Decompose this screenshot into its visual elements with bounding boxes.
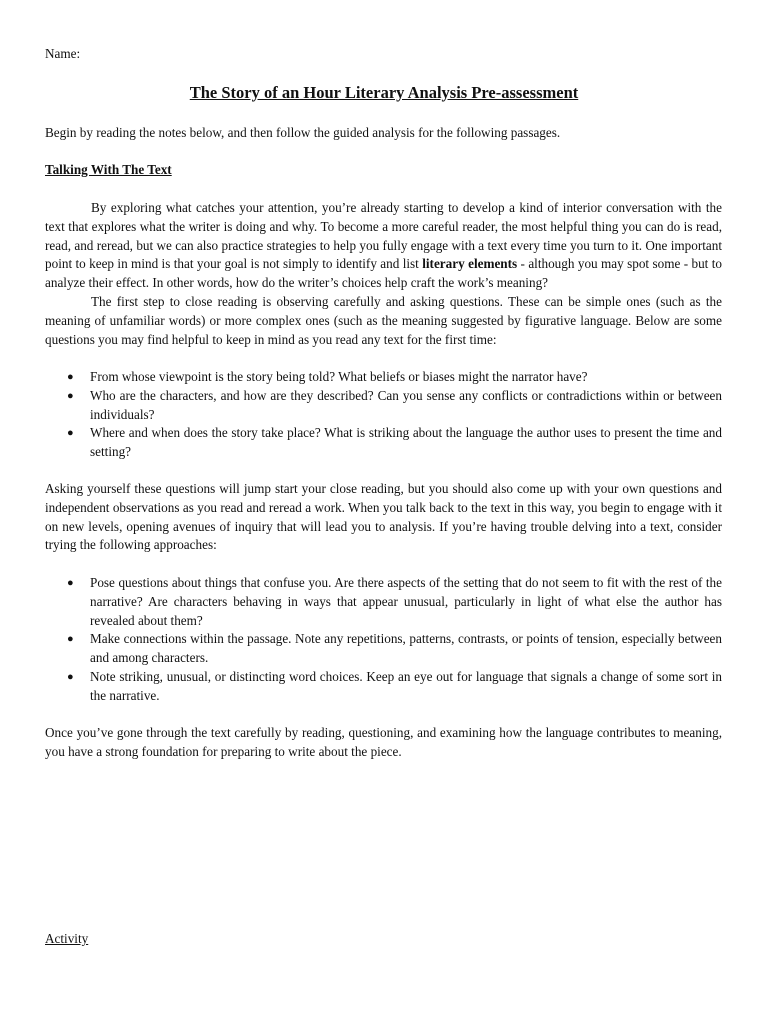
paragraph-1-text-start: By exploring what catches your attention, you’re already starting to develop a kind of interior conversation with the text that explores what the writer is doing and why. To become a more careful reader, the most helpful thing you can do is read, read, and reread, but we can also practice strategies to help you fully engage with a text every time you turn to it. One important point to keep in mind is that your goal is not simply to identify and list xyxy=(45,200,722,272)
intro-paragraph: Begin by reading the notes below, and then follow the guided analysis for the following passages. xyxy=(45,125,561,140)
bullet-icon: ● xyxy=(67,577,74,589)
list-item xyxy=(45,668,722,706)
paragraph-2: The first step to close reading is observing carefully and asking questions. These can be simple ones (such as the meaning of unfamiliar words) or more complex ones (such as the meaning suggested by figurative language. Below are some questions you may find helpful to keep in mind as you read any text for the first time: xyxy=(45,294,722,347)
list-item-text: Note striking, unusual, or distincting word choices. Keep an eye out for language that signals a change of some sort in the narrative. xyxy=(90,668,722,703)
bullet-icon: ● xyxy=(67,633,74,646)
bullet-icon: ● xyxy=(67,670,74,683)
list-item-text: Pose questions about things that confuse you. Are there aspects of the setting that do not seem to fit with the rest of the narrative? Are characters behaving in ways that appear unusual, particularly in light of what else the author has revealed about them? xyxy=(90,575,722,628)
list-item-text: Where and when does the story take place? What is striking about the language the author uses to present the time and setting? xyxy=(90,425,722,460)
paragraph-4: Once you’ve gone through the text carefully by reading, questioning, and examining how the language contributes to meaning, you have a strong foundation for preparing to write about the piece. xyxy=(45,725,722,759)
section-heading: Talking With The Text xyxy=(45,162,172,177)
approaches-list xyxy=(45,574,722,706)
list-item xyxy=(45,387,722,425)
questions-list xyxy=(45,368,722,462)
list-item xyxy=(45,630,722,668)
bullet-icon: ● xyxy=(67,371,74,383)
literary-elements-term: literary elements xyxy=(422,256,518,272)
paragraph-1-text-end: - although you may spot some - but to analyze their effect. In other words, how do the writer’s choices help craft the work’s meaning? xyxy=(45,256,722,291)
activity-heading: Activity xyxy=(45,931,89,946)
list-item xyxy=(45,424,722,462)
document-title: The Story of an Hour Literary Analysis Pre-assessment xyxy=(189,83,579,102)
list-item-text: From whose viewpoint is the story being told? What beliefs or biases might the narrator have? xyxy=(90,369,588,384)
paragraph-3: Asking yourself these questions will jump start your close reading, but you should also come up with your own questions and independent observations as you read and reread a work. When you talk back to the text in this way, you begin to engage with it on new levels, opening avenues of inquiry that will lead you to analysis. If you’re having trouble delving into a text, consider trying the following approaches: xyxy=(45,481,722,553)
list-item-text: Who are the characters, and how are they described? Can you sense any conflicts or contradictions within or between individuals? xyxy=(90,387,722,422)
list-item-text: Make connections within the passage. Note any repetitions, patterns, contrasts, or points of tension, especially between and among characters. xyxy=(90,631,722,666)
list-item xyxy=(45,574,722,630)
bullet-icon: ● xyxy=(67,427,74,440)
name-label: Name: xyxy=(45,46,81,61)
bullet-icon: ● xyxy=(67,389,74,402)
list-item xyxy=(45,368,722,387)
paragraph-1 xyxy=(45,199,722,293)
